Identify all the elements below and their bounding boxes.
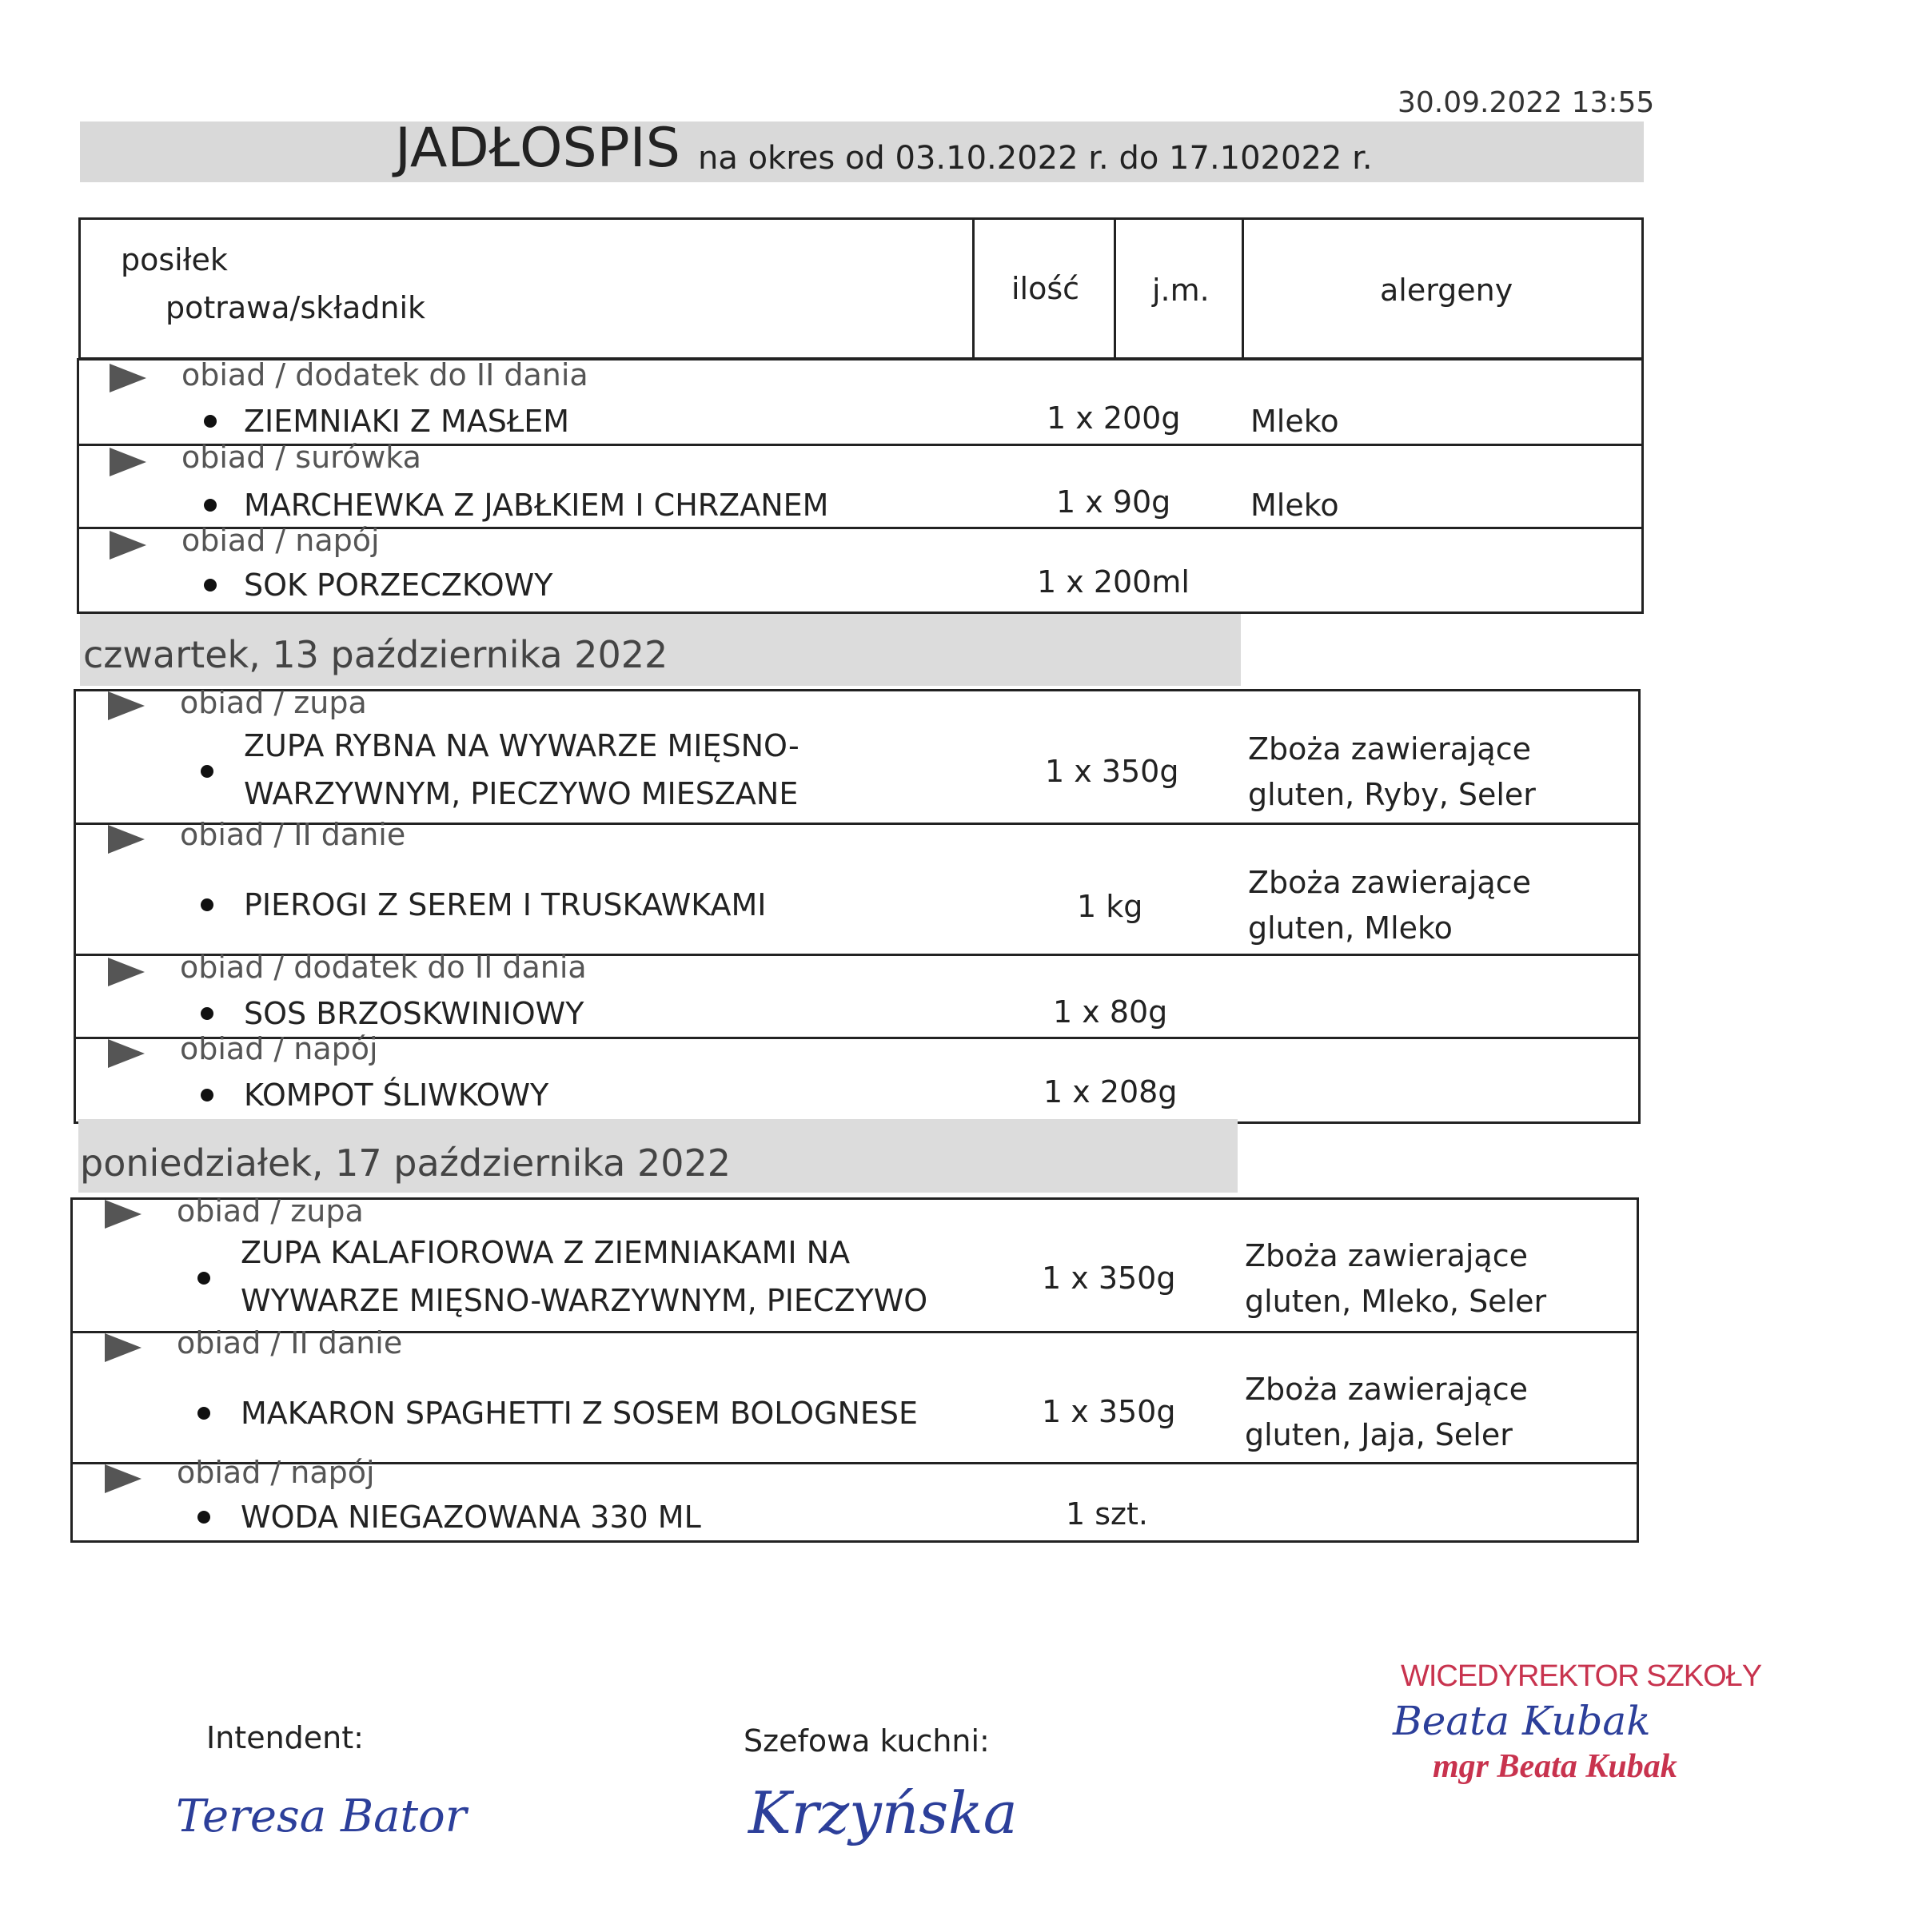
bullet-icon xyxy=(201,1089,213,1101)
bullet-icon xyxy=(201,1007,213,1020)
menu-row xyxy=(76,950,1638,1039)
bullet-icon xyxy=(204,579,217,592)
document-period: na okres od 03.10.2022 r. do 17.102022 r. xyxy=(698,140,1373,177)
dish-allergens: Zboża zawierające gluten, Ryby, Seler xyxy=(1248,731,1536,812)
meal-type: obiad / napój xyxy=(181,523,380,558)
dish-quantity: 1 x 350g xyxy=(1045,754,1179,789)
arrow-icon xyxy=(105,1464,142,1493)
chef-signature: Krzyńska xyxy=(748,1779,1018,1846)
dish-name: ZUPA KALAFIOROWA Z ZIEMNIAKAMI NA WYWARZE MIĘSNO-WARZYWNYM, PIECZYWO xyxy=(241,1235,928,1318)
intendent-signature: Teresa Bator xyxy=(176,1791,467,1842)
meal-type: obiad / napój xyxy=(177,1455,375,1490)
dish-allergens: Zboża zawierające gluten, Jaja, Seler xyxy=(1245,1372,1528,1452)
bullet-icon xyxy=(197,1272,210,1285)
meal-type: obiad / napój xyxy=(180,1031,378,1066)
dish-allergens: Mleko xyxy=(1250,404,1339,439)
dish-name: ZUPA RYBNA NA WYWARZE MIĘSNO-WARZYWNYM, PIECZYWO MIESZANE xyxy=(244,728,799,811)
arrow-icon xyxy=(110,448,146,476)
dish-name: PIEROGI Z SEREM I TRUSKAWKAMI xyxy=(244,887,767,922)
dish-quantity: 1 x 350g xyxy=(1042,1394,1176,1429)
dish-quantity: 1 szt. xyxy=(1066,1496,1148,1532)
dish-quantity: 1 x 208g xyxy=(1043,1074,1178,1109)
column-header xyxy=(78,217,1644,360)
dish-quantity: 1 x 80g xyxy=(1053,994,1168,1030)
menu-block-2 xyxy=(74,685,1641,1124)
bullet-icon xyxy=(204,499,217,512)
menu-row xyxy=(76,1031,1638,1124)
header-unit: j.m. xyxy=(1152,273,1210,308)
dish-name: KOMPOT ŚLIWKOWY xyxy=(244,1078,549,1113)
arrow-icon xyxy=(108,1039,145,1068)
menu-row xyxy=(73,1193,1637,1331)
bullet-icon xyxy=(204,415,217,428)
dish-name: ZIEMNIAKI Z MASŁEM xyxy=(244,404,570,439)
dish-allergens: Zboża zawierające gluten, Mleko xyxy=(1248,865,1531,946)
meal-type: obiad / zupa xyxy=(180,685,367,720)
menu-row xyxy=(73,1325,1637,1464)
bullet-icon xyxy=(201,898,213,911)
bullet-icon xyxy=(197,1407,210,1420)
arrow-icon xyxy=(105,1200,142,1229)
menu-row xyxy=(79,440,1641,529)
day-header: czwartek, 13 października 2022 xyxy=(83,633,668,676)
header-qty: ilość xyxy=(1011,271,1080,306)
bullet-icon xyxy=(201,765,213,778)
menu-block-1 xyxy=(77,358,1644,614)
meal-type: obiad / dodatek do II dania xyxy=(180,950,587,985)
meal-type: obiad / II danie xyxy=(177,1325,403,1360)
dish-allergens: Zboża zawierające gluten, Mleko, Seler xyxy=(1245,1238,1547,1319)
meal-type: obiad / II danie xyxy=(180,817,406,852)
intendent-label: Intendent: xyxy=(206,1720,364,1755)
dish-quantity: 1 x 200ml xyxy=(1037,564,1190,600)
stamp-title: WICEDYREKTOR SZKOŁY xyxy=(1401,1659,1762,1693)
arrow-icon xyxy=(110,364,146,392)
arrow-icon xyxy=(108,691,145,720)
meal-type: obiad / surówka xyxy=(181,440,421,475)
stamp-name: mgr Beata Kubak xyxy=(1433,1748,1677,1785)
chef-label: Szefowa kuchni: xyxy=(744,1723,990,1759)
arrow-icon xyxy=(108,958,145,986)
menu-block-3 xyxy=(70,1193,1639,1543)
dish-name: SOS BRZOSKWINIOWY xyxy=(244,996,584,1031)
dish-quantity: 1 x 90g xyxy=(1056,484,1171,520)
dish-quantity: 1 x 200g xyxy=(1047,400,1181,436)
bullet-icon xyxy=(197,1511,210,1524)
arrow-icon xyxy=(108,825,145,854)
menu-row xyxy=(73,1455,1637,1543)
arrow-icon xyxy=(110,531,146,560)
menu-row xyxy=(76,817,1638,956)
day-header: poniedziałek, 17 października 2022 xyxy=(80,1141,732,1185)
meal-type: obiad / zupa xyxy=(177,1193,364,1229)
dish-name: MARCHEWKA Z JABŁKIEM I CHRZANEM xyxy=(244,488,829,523)
header-allergens: alergeny xyxy=(1380,273,1513,308)
menu-row xyxy=(76,685,1638,823)
menu-row xyxy=(79,357,1641,444)
dish-quantity: 1 kg xyxy=(1077,889,1143,924)
arrow-icon xyxy=(105,1333,142,1362)
menu-row xyxy=(79,523,1641,614)
dish-name: SOK PORZECZKOWY xyxy=(244,568,553,603)
header-meal: posiłek xyxy=(121,242,228,277)
dish-name: WODA NIEGAZOWANA 330 ML xyxy=(241,1500,701,1535)
dish-name: MAKARON SPAGHETTI Z SOSEM BOLOGNESE xyxy=(241,1396,919,1431)
dish-quantity: 1 x 350g xyxy=(1042,1261,1176,1296)
stamp-signature: Beata Kubak xyxy=(1393,1698,1651,1744)
print-timestamp: 30.09.2022 13:55 xyxy=(1398,86,1655,119)
meal-type: obiad / dodatek do II dania xyxy=(181,357,588,392)
document-title: JADŁOSPIS xyxy=(395,117,680,180)
dish-allergens: Mleko xyxy=(1250,488,1339,523)
header-dish: potrawa/składnik xyxy=(165,290,426,325)
